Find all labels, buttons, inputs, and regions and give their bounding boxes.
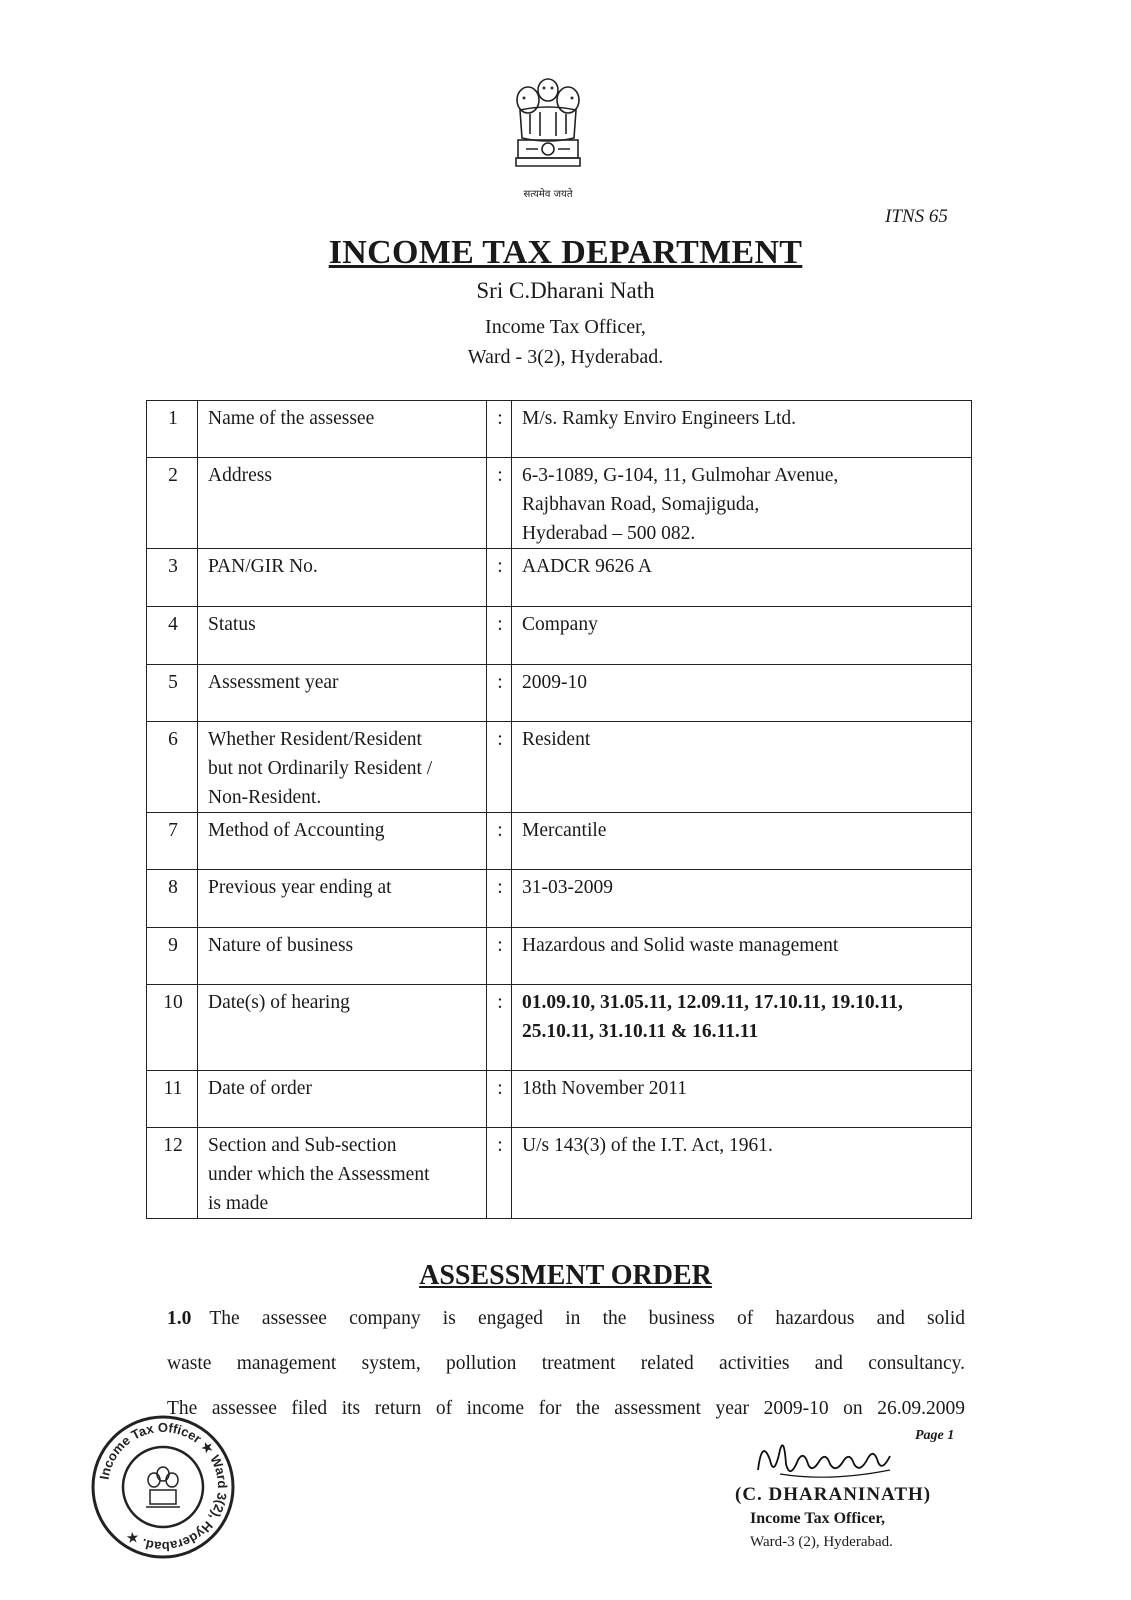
field-label-line: is made [208, 1193, 269, 1214]
field-label-line: Previous year ending at [208, 877, 392, 898]
field-label [198, 722, 487, 813]
emblem-motto: सत्यमेव जयते [523, 189, 573, 200]
details-row [147, 985, 972, 1071]
field-value-line: 2009-10 [522, 672, 587, 693]
page-number: Page 1 [915, 1428, 955, 1443]
field-value-line: 18th November 2011 [522, 1078, 687, 1099]
officer-title: Income Tax Officer, [485, 316, 646, 338]
colon-separator: : [487, 870, 512, 928]
colon-separator: : [487, 1071, 512, 1128]
assessee-details-table [146, 400, 972, 1219]
field-label-line: Status [208, 614, 256, 635]
field-value [512, 665, 972, 722]
details-row [147, 401, 972, 458]
field-label-line: Method of Accounting [208, 820, 385, 841]
field-value [512, 1128, 972, 1219]
field-value-line: Mercantile [522, 820, 607, 841]
field-label-line: Nature of business [208, 935, 354, 956]
department-title: INCOME TAX DEPARTMENT [328, 234, 803, 271]
details-row [147, 928, 972, 985]
order-paragraph-line: The assessee filed its return of income for the assessment year 2009-10 on 26.09.2009 [167, 1398, 965, 1419]
details-row [147, 1071, 972, 1128]
details-row [147, 549, 972, 607]
field-label-line: Assessment year [208, 672, 339, 693]
field-value [512, 928, 972, 985]
field-value-line: Company [522, 614, 598, 635]
form-code: ITNS 65 [885, 206, 948, 227]
details-row [147, 607, 972, 665]
row-number: 6 [147, 722, 198, 813]
order-paragraph-line: waste management system, pollution treatment related activities and consultancy. [167, 1353, 965, 1374]
colon-separator: : [487, 985, 512, 1071]
officer-name: Sri C.Dharani Nath [476, 278, 655, 303]
details-row [147, 1128, 972, 1219]
field-value [512, 1071, 972, 1128]
row-number: 10 [147, 985, 198, 1071]
svg-text:Income Tax Officer ★ Ward 3(2): Income Tax Officer ★ Ward 3(2), Hyderabad. ★ [96, 1419, 231, 1555]
row-number: 7 [147, 813, 198, 870]
field-value-line: 25.10.11, 31.10.11 & 16.11.11 [522, 1021, 759, 1042]
row-number: 4 [147, 607, 198, 665]
signatory-ward: Ward-3 (2), Hyderabad. [750, 1534, 893, 1550]
field-value [512, 813, 972, 870]
field-value [512, 870, 972, 928]
field-label-line: but not Ordinarily Resident / [208, 758, 433, 779]
colon-separator: : [487, 549, 512, 607]
officer-ward: Ward - 3(2), Hyderabad. [467, 346, 664, 368]
colon-separator: : [487, 607, 512, 665]
details-row [147, 665, 972, 722]
field-value-line: 01.09.10, 31.05.11, 12.09.11, 17.10.11, 19.10.11, [522, 992, 903, 1013]
field-label-line: under which the Assessment [208, 1164, 430, 1185]
official-seal-stamp [88, 1412, 238, 1562]
field-value-line: M/s. Ramky Enviro Engineers Ltd. [522, 408, 797, 429]
handwritten-signature [750, 1430, 920, 1490]
field-label-line: Name of the assessee [208, 408, 375, 429]
row-number: 5 [147, 665, 198, 722]
field-label [198, 870, 487, 928]
row-number: 12 [147, 1128, 198, 1219]
colon-separator: : [487, 928, 512, 985]
field-label [198, 1071, 487, 1128]
field-label-line: Section and Sub-section [208, 1135, 397, 1156]
order-paragraph-line [167, 1308, 965, 1330]
row-number: 3 [147, 549, 198, 607]
field-label-line: PAN/GIR No. [208, 556, 318, 577]
colon-separator: : [487, 665, 512, 722]
row-number: 11 [147, 1071, 198, 1128]
signatory-name: (C. DHARANINATH) [735, 1484, 932, 1505]
field-label-line: Date of order [208, 1078, 312, 1099]
field-value-line: Hazardous and Solid waste management [522, 935, 839, 956]
field-value-line: 6-3-1089, G-104, 11, Gulmohar Avenue, [522, 465, 839, 486]
field-label [198, 985, 487, 1071]
colon-separator: : [487, 813, 512, 870]
field-value-line: Resident [522, 729, 591, 750]
paragraph-text: The assessee company is engaged in the business of hazardous and solid [209, 1308, 965, 1329]
details-row [147, 458, 972, 549]
details-row [147, 722, 972, 813]
field-label [198, 549, 487, 607]
field-label [198, 813, 487, 870]
field-label [198, 458, 487, 549]
field-label [198, 401, 487, 458]
field-value [512, 985, 972, 1071]
field-label-line: Date(s) of hearing [208, 992, 350, 1013]
field-value-line: Hyderabad – 500 082. [522, 523, 696, 544]
paragraph-number: 1.0 [167, 1308, 192, 1329]
field-label [198, 607, 487, 665]
field-label-line: Whether Resident/Resident [208, 729, 422, 750]
colon-separator: : [487, 401, 512, 458]
field-value-line: U/s 143(3) of the I.T. Act, 1961. [522, 1135, 773, 1156]
row-number: 8 [147, 870, 198, 928]
colon-separator: : [487, 722, 512, 813]
field-value [512, 722, 972, 813]
field-label [198, 1128, 487, 1219]
row-number: 1 [147, 401, 198, 458]
colon-separator: : [487, 458, 512, 549]
details-row [147, 813, 972, 870]
field-label [198, 665, 487, 722]
details-row [147, 870, 972, 928]
colon-separator: : [487, 1128, 512, 1219]
field-value-line: AADCR 9626 A [522, 556, 653, 577]
field-value-line: 31-03-2009 [522, 877, 613, 898]
field-label [198, 928, 487, 985]
field-value [512, 401, 972, 458]
field-value-line: Rajbhavan Road, Somajiguda, [522, 494, 760, 515]
field-value [512, 607, 972, 665]
row-number: 9 [147, 928, 198, 985]
signatory-title: Income Tax Officer, [750, 1510, 885, 1527]
field-value [512, 458, 972, 549]
row-number: 2 [147, 458, 198, 549]
field-label-line: Non-Resident. [208, 787, 322, 808]
field-label-line: Address [208, 465, 272, 486]
assessment-order-title: ASSESSMENT ORDER [419, 1260, 712, 1291]
field-value [512, 549, 972, 607]
national-emblem-icon [508, 74, 588, 202]
